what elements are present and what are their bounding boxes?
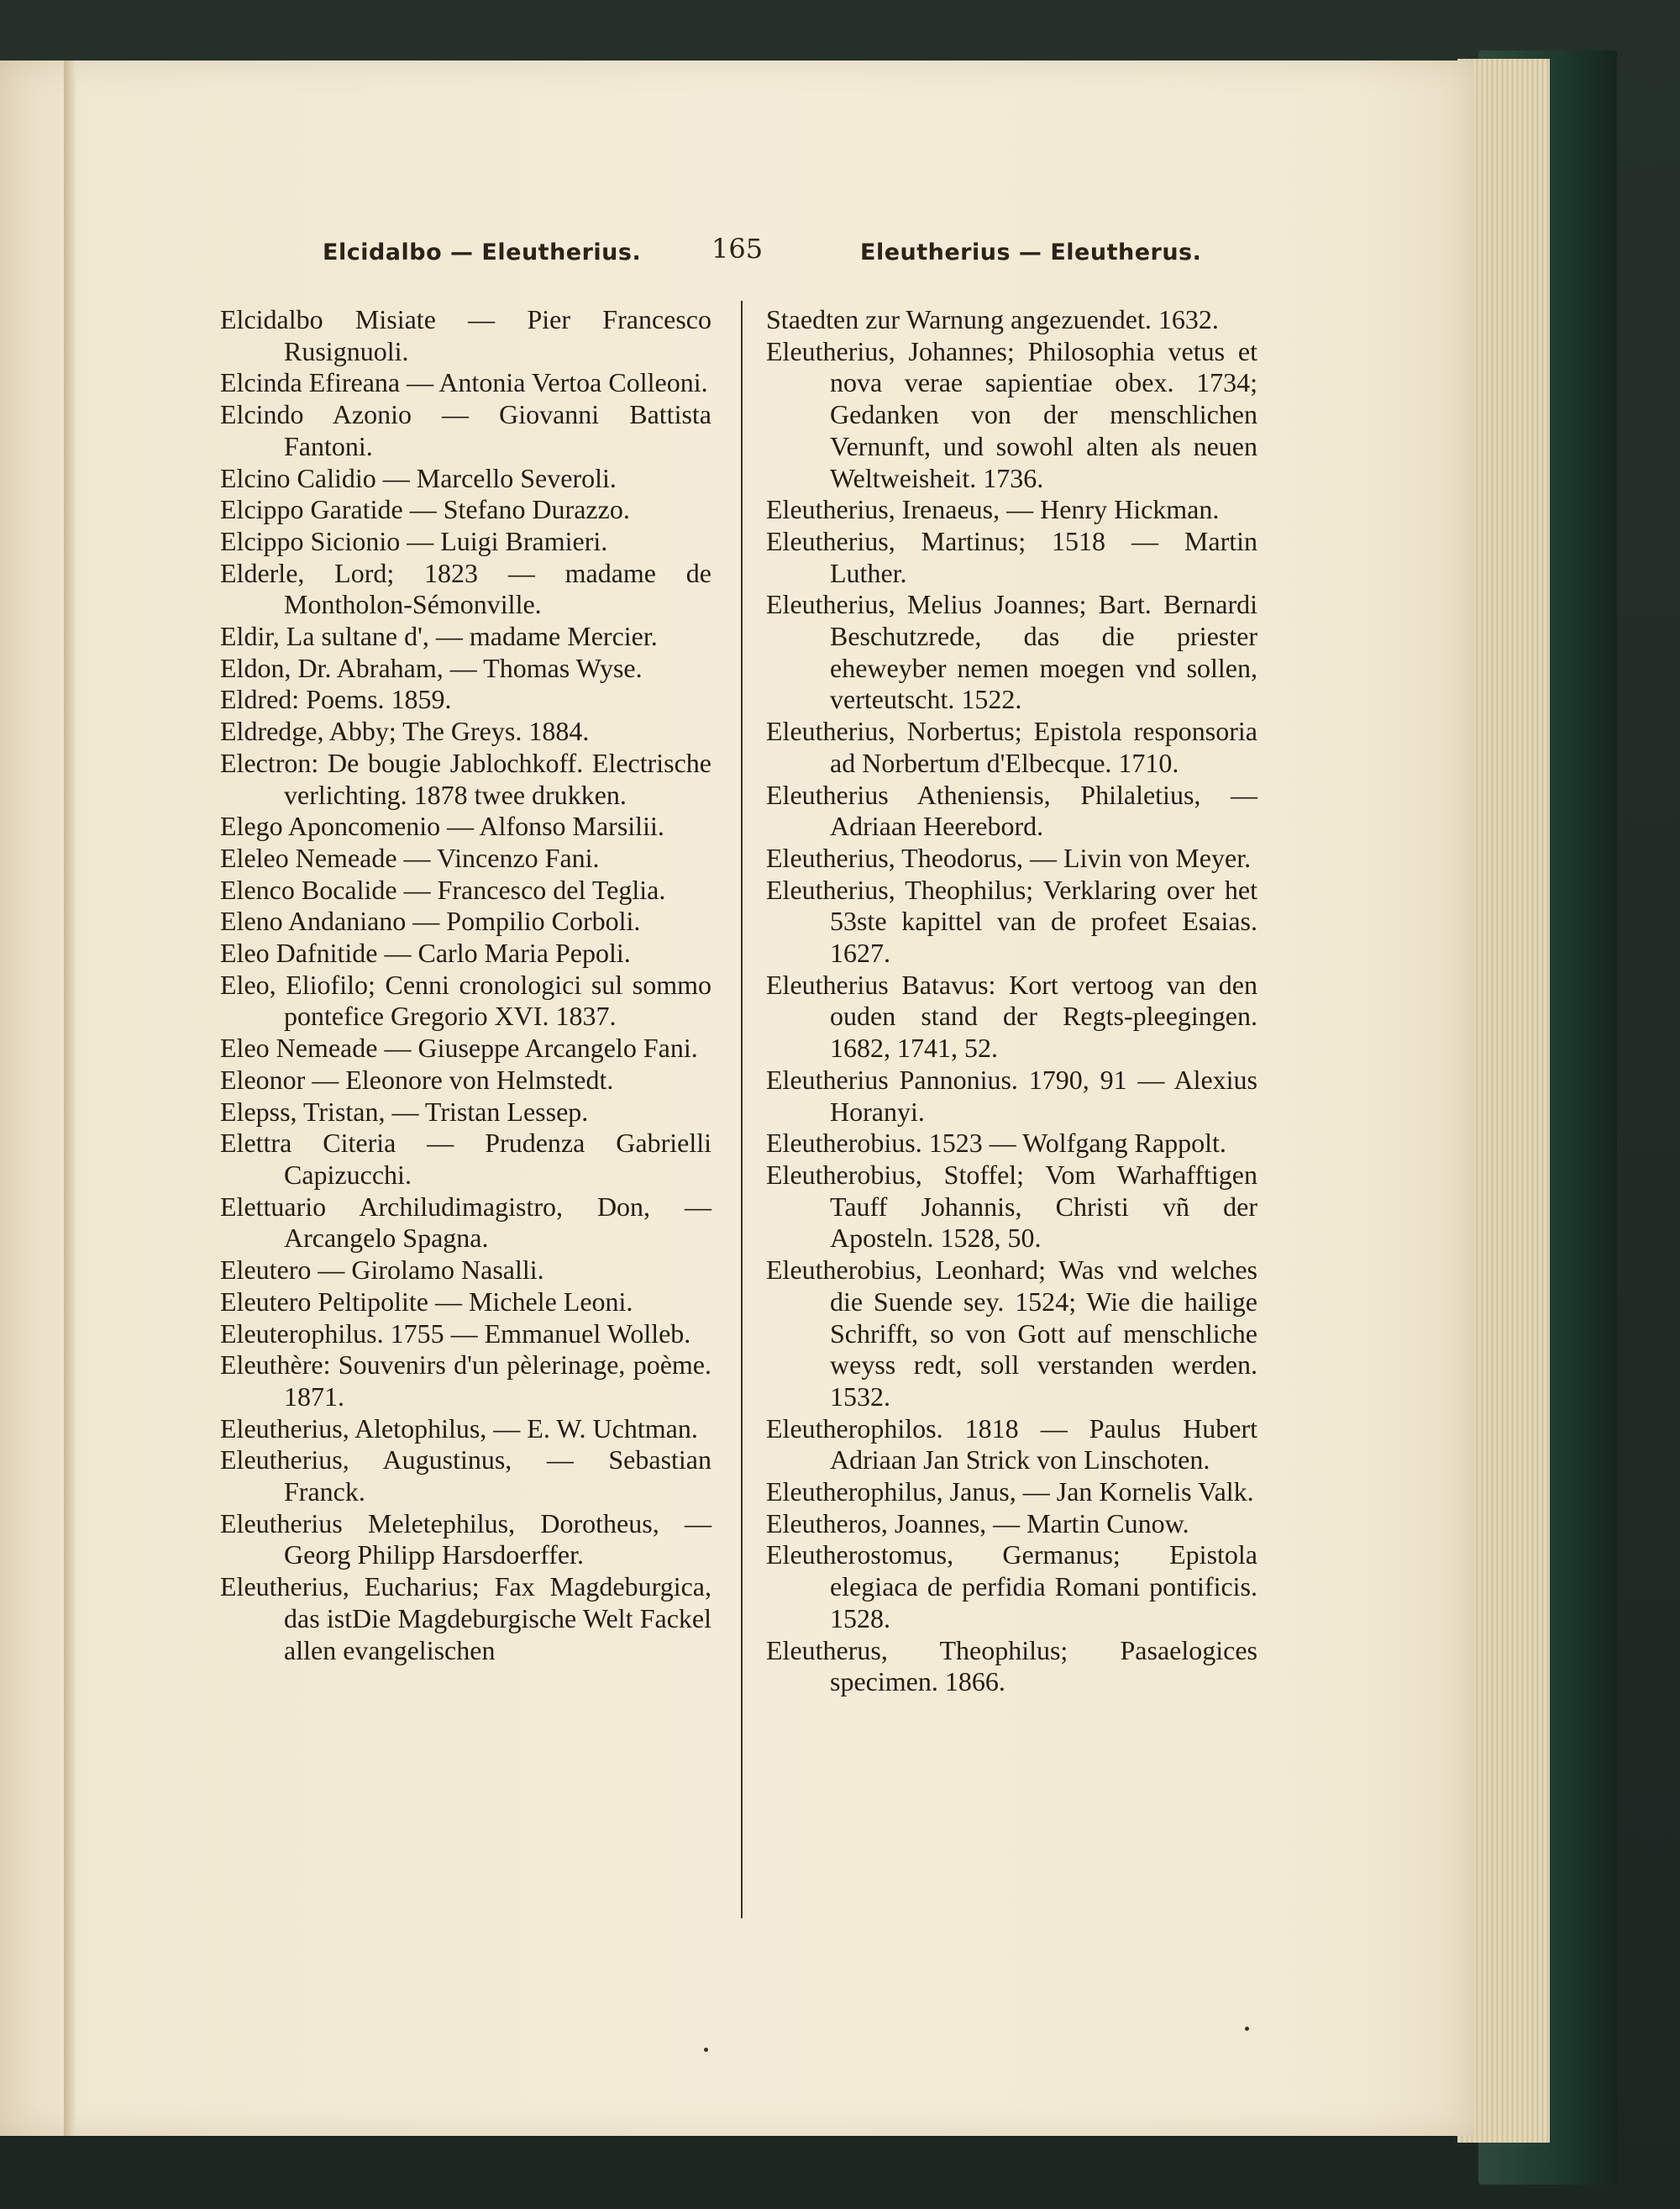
index-entry: Elettuario Archiludimagistro, Don, — Arcangelo Spagna. <box>220 1191 711 1254</box>
index-entry: Eleutherius, Theophilus; Verklaring over het 53ste kapittel van de profeet Esaias. 1627. <box>766 874 1257 969</box>
index-entry: Eleutherius, Martinus; 1518 — Martin Luther. <box>766 525 1257 588</box>
ink-speck <box>1245 2027 1249 2031</box>
index-entry: Eleutherobius, Stoffel; Vom Warhafftigen Tauff Johannis, Christi vñ der Aposteln. 1528, 50. <box>766 1159 1257 1254</box>
running-head-right: Eleutherius — Eleutherus. <box>860 239 1202 266</box>
index-entry: Eleutherius, Augustinus, — Sebastian Franck. <box>220 1444 711 1507</box>
index-entry: Eleutherius Pannonius. 1790, 91 — Alexius Horanyi. <box>766 1064 1257 1127</box>
index-entry: Eleonor — Eleonore von Helmstedt. <box>220 1064 614 1095</box>
index-entry: Eleutero — Girolamo Nasalli. <box>220 1254 544 1286</box>
right-column <box>766 304 1257 1698</box>
index-entry: Eleno Andaniano — Pompilio Corboli. <box>220 906 641 937</box>
index-entry: Elego Aponcomenio — Alfonso Marsilii. <box>220 811 664 842</box>
index-entry: Staedten zur Warnung angezuendet. 1632. <box>766 304 1219 334</box>
column-rule <box>741 301 743 1918</box>
running-head-left: Elcidalbo — Eleutherius. <box>323 239 642 266</box>
index-entry: Eleutherostomus, Germanus; Epistola elegiaca de perfidia Romani pontificis. 1528. <box>766 1539 1257 1633</box>
index-entry: Elcinda Efireana — Antonia Vertoa Colleoni. <box>220 367 708 398</box>
index-entry: Elderle, Lord; 1823 — madame de Montholon-Sémonville. <box>220 557 711 620</box>
index-entry: Eleutherobius. 1523 — Wolfgang Rappolt. <box>766 1128 1226 1159</box>
index-entry: Eleuterophilus. 1755 — Emmanuel Wolleb. <box>220 1318 691 1349</box>
index-entry: Eldon, Dr. Abraham, — Thomas Wyse. <box>220 652 643 683</box>
index-entry: Eleo Nemeade — Giuseppe Arcangelo Fani. <box>220 1033 698 1064</box>
index-entry: Elcindo Azonio — Giovanni Battista Fantoni. <box>220 399 711 461</box>
index-entry: Eleo Dafnitide — Carlo Maria Pepoli. <box>220 938 631 969</box>
index-entry: Eleutherius Meletephilus, Dorotheus, — Georg Philipp Harsdoerffer. <box>220 1507 711 1570</box>
index-entry: Eleutherius, Melius Joannes; Bart. Bernardi Beschutzrede, das die priester eheweyber nemen moegen vnd sollen, verteutscht. 1522. <box>766 589 1257 715</box>
index-entry: Eleutheros, Joannes, — Martin Cunow. <box>766 1507 1189 1538</box>
index-entry: Eldred: Poems. 1859. <box>220 684 452 715</box>
index-entry: Eleutherius, Eucharius; Fax Magdeburgica, das istDie Magdeburgische Welt Fackel allen evangelischen <box>220 1571 711 1665</box>
index-entry: Eleutherophilos. 1818 — Paulus Hubert Adriaan Jan Strick von Linschoten. <box>766 1412 1257 1475</box>
index-entry: Eldredge, Abby; The Greys. 1884. <box>220 716 590 747</box>
index-entry: Elettra Citeria — Prudenza Gabrielli Capizucchi. <box>220 1128 711 1190</box>
index-entry: Elcippo Garatide — Stefano Durazzo. <box>220 494 630 525</box>
index-entry: Elcino Calidio — Marcello Severoli. <box>220 462 617 493</box>
index-entry: Eleuthère: Souvenirs d'un pèlerinage, poème. 1871. <box>220 1349 711 1412</box>
index-entry: Eleutherius, Johannes; Philosophia vetus et nova verae sapientiae obex. 1734; Gedanken von der menschlichen Vernunft, und sowohl alten als neuen Weltweisheit. 1736. <box>766 335 1257 493</box>
page-number: 165 <box>711 233 764 265</box>
index-entry: Elcidalbo Misiate — Pier Francesco Rusignuoli. <box>220 304 711 366</box>
index-entry: Elepss, Tristan, — Tristan Lessep. <box>220 1096 589 1127</box>
index-entry: Eleutherophilus, Janus, — Jan Kornelis Valk. <box>766 1476 1254 1507</box>
index-entry: Eleutherius, Aletophilus, — E. W. Uchtman. <box>220 1412 698 1444</box>
index-entry: Eldir, La sultane d', — madame Mercier. <box>220 621 658 652</box>
index-entry: Eleutherius Atheniensis, Philaletius, — Adriaan Heerebord. <box>766 779 1257 842</box>
index-entry: Elcippo Sicionio — Luigi Bramieri. <box>220 525 608 556</box>
index-entry: Eleutherius Batavus: Kort vertoog van den ouden stand der Regts-pleegingen. 1682, 1741, 52. <box>766 969 1257 1064</box>
index-entry: Electron: De bougie Jablochkoff. Electrische verlichting. 1878 twee drukken. <box>220 747 711 810</box>
index-entry: Eleutherius, Theodorus, — Livin von Meyer. <box>766 842 1252 873</box>
index-entry: Eleleo Nemeade — Vincenzo Fani. <box>220 842 600 873</box>
index-entry: Eleutherobius, Leonhard; Was vnd welches die Suende sey. 1524; Wie die hailige Schrifft, so von Gott auf menschliche weyss redt, soll verstanden werden. 1532. <box>766 1254 1257 1412</box>
index-entry: Eleo, Eliofilo; Cenni cronologici sul sommo pontefice Gregorio XVI. 1837. <box>220 969 711 1032</box>
ink-speck <box>704 2048 708 2052</box>
page-gutter <box>64 60 76 2136</box>
left-column <box>220 304 711 1666</box>
index-entry: Eleutherius, Irenaeus, — Henry Hickman. <box>766 494 1220 525</box>
index-entry: Eleutherus, Theophilus; Pasaelogices specimen. 1866. <box>766 1634 1257 1697</box>
index-entry: Eleutherius, Norbertus; Epistola responsoria ad Norbertum d'Elbecque. 1710. <box>766 716 1257 778</box>
index-entry: Elenco Bocalide — Francesco del Teglia. <box>220 874 666 905</box>
index-entry: Eleutero Peltipolite — Michele Leoni. <box>220 1286 633 1317</box>
